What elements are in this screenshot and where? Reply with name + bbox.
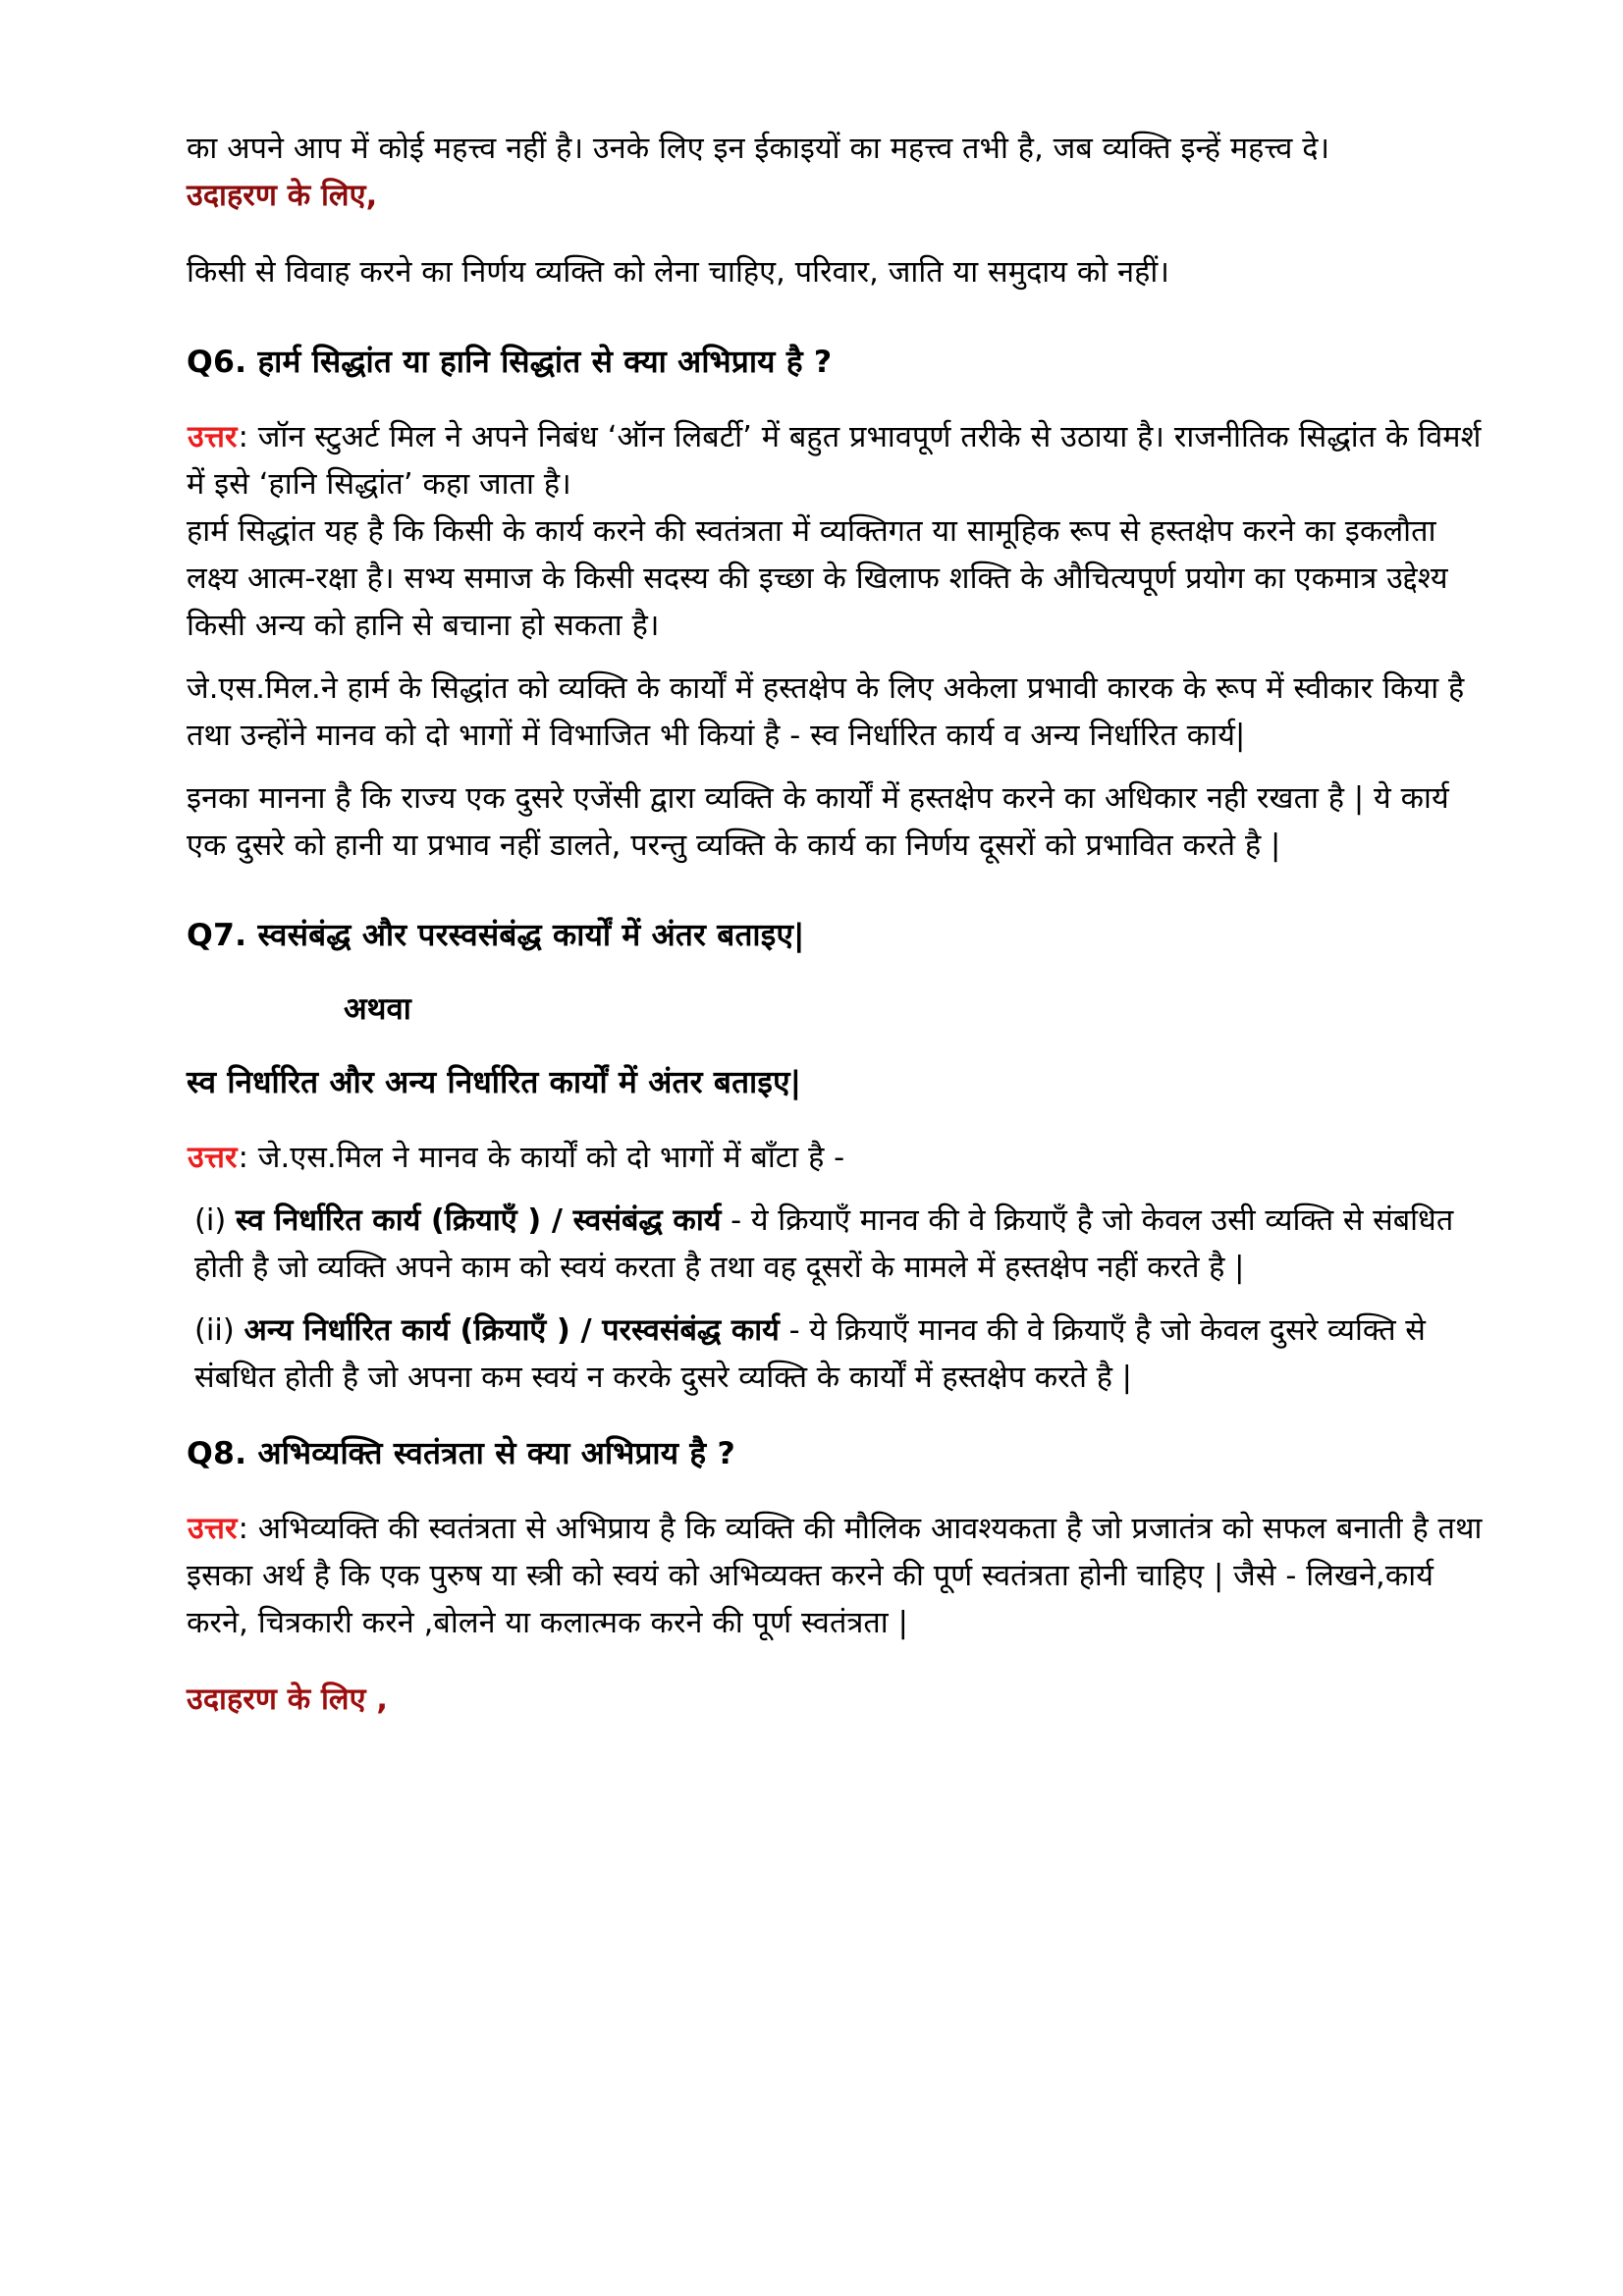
question-heading-q6 [187, 340, 1492, 385]
continued-paragraph: का अपने आप में कोई महत्त्व नहीं है। उनके लिए इन ईकाइयों का महत्त्व तभी है, जब व्यक्ति इन्हें महत्त्व दे। [187, 132, 1330, 166]
answer-label-q7: उत्तर [188, 1141, 238, 1175]
list-item [187, 1198, 1492, 1292]
alternative-question-q7: स्व निर्धारित और अन्य निर्धारित कार्यों में अंतर बताइए| [187, 1065, 802, 1100]
answer-q8-intro [187, 1506, 1492, 1647]
list-item-text-ii: - ये क्रियाएँ मानव की वे क्रियाएँ है जो केवल दुसरे व्यक्ति से संबधित होती है जो अपना कम स्वयं न करके दुसरे व्यक्ति के कार्यों में हस्तक्षेप करते है | [194, 1313, 1426, 1395]
question-number-q6: Q6. [187, 345, 247, 380]
alternative-word-q7: अथवा [344, 991, 411, 1027]
document-body [187, 126, 1492, 1724]
spacer [187, 1105, 1492, 1135]
example-text-top: किसी से विवाह करने का निर्णय व्यक्ति को लेना चाहिए, परिवार, जाति या समुदाय को नहीं। [187, 255, 1169, 290]
answer-q6-first-line: जॉन स्टुअर्ट मिल ने अपने निबंध ‘ऑन लिबर्टी’ में बहुत प्रभावपूर्ण तरीके से उठाया है। राजनीतिक सिद्धांत के विमर्श में इसे ‘हानि सिद्धांत’ कहा जाता है। [187, 420, 1482, 502]
list-marker-ii: (ii) [194, 1313, 235, 1348]
spacer [187, 650, 1492, 666]
spacer [187, 870, 1492, 913]
example-label-top: उदाहरण के लिए, [187, 179, 378, 213]
question-number-q8: Q8. [187, 1436, 247, 1471]
spacer [187, 296, 1492, 340]
spacer [187, 1647, 1492, 1677]
answer-q7-first-line: जे.एस.मिल ने मानव के कार्यों को दो भागों में बाँटा है - [257, 1141, 845, 1175]
list-item-title-i: स्व निर्धारित कार्य (क्रियाएँ ) / स्वसंबंद्ध कार्य [235, 1203, 722, 1238]
answer-q6-paragraph-2: जे.एस.मिल.ने हार्म के सिद्धांत को व्यक्ति के कार्यों में हस्तक्षेप के लिए अकेला प्रभावी कारक के रूप में स्वीकार किया है तथा उन्होंने मानव को दो भागों में विभाजित भी कियां है - स्व निर्धारित कार्य व अन्य निर्धारित कार्य| [187, 671, 1465, 753]
spacer [187, 1031, 1492, 1060]
list-marker-i: (i) [194, 1203, 227, 1238]
spacer [187, 760, 1492, 775]
question-heading-q8 [187, 1431, 1492, 1476]
spacer [187, 385, 1492, 414]
spacer [187, 958, 1492, 988]
answer-q6-intro [187, 414, 1492, 508]
spacer [187, 1402, 1492, 1431]
answer-q7-intro [187, 1135, 1492, 1182]
answer-label-q8: उत्तर [188, 1512, 238, 1546]
list-item-text-i: - ये क्रियाएँ मानव की वे क्रियाएँ है जो केवल उसी व्यक्ति से संबधित होती है जो व्यक्ति अपने काम को स्वयं करता है तथा वह दूसरों के मामले में हस्तक्षेप नहीं करते है | [194, 1203, 1454, 1285]
question-title-q7: स्वसंबंद्ध और परस्वसंबंद्ध कार्यों में अंतर बताइए| [257, 918, 805, 953]
question-title-q8: अभिव्यक्ति स्वतंत्रता से क्या अभिप्राय है ? [257, 1436, 735, 1471]
example-label-bottom: उदाहरण के लिए , [187, 1682, 389, 1717]
question-title-q6: हार्म सिद्धांत या हानि सिद्धांत से क्या अभिप्राय है ? [257, 345, 833, 380]
question-heading-q7 [187, 913, 1492, 958]
list-item [187, 1308, 1492, 1402]
answer-q6-paragraph-1: हार्म सिद्धांत यह है कि किसी के कार्य करने की स्वतंत्रता में व्यक्तिगत या सामूहिक रूप से हस्तक्षेप करने का इकलौता लक्ष्य आत्म-रक्षा है। सभ्य समाज के किसी सदस्य की इच्छा के खिलाफ शक्ति के औचित्यपूर्ण प्रयोग का एकमात्र उद्देश्य किसी अन्य को हानि से बचाना हो सकता है। [187, 514, 1448, 643]
answer-separator-q6: : [238, 420, 248, 454]
list-item-title-ii: अन्य निर्धारित कार्य (क्रियाएँ ) / परस्वसंबंद्ध कार्य [243, 1313, 780, 1348]
spacer [187, 220, 1492, 249]
answer-separator-q8: : [238, 1512, 248, 1546]
answer-label-q6: उत्तर [188, 420, 238, 454]
question-number-q7: Q7. [187, 918, 247, 953]
spacer [187, 1182, 1492, 1198]
answer-separator-q7: : [238, 1141, 248, 1175]
answer-q6-paragraph-3: इनका मानना है कि राज्य एक दुसरे एजेंसी द्वारा व्यक्ति के कार्यों में हस्तक्षेप करने का अधिकार नही रखता है | ये कार्य एक दुसरे को हानी या प्रभाव नहीं डालते, परन्तु व्यक्ति के कार्य का निर्णय दूसरों को प्रभावित करते है | [187, 781, 1449, 863]
answer-q8-first-line: अभिव्यक्ति की स्वतंत्रता से अभिप्राय है कि व्यक्ति की मौलिक आवश्यकता है जो प्रजातंत्र को सफल बनाती है तथा इसका अर्थ है कि एक पुरुष या स्त्री को स्वयं को अभिव्यक्त करने की पूर्ण स्वतंत्रता होनी चाहिए | जैसे - लिखने,कार्य करने, चित्रकारी करने ,बोलने या कलात्मक करने की पूर्ण स्वतंत्रता | [187, 1512, 1483, 1640]
spacer [187, 1292, 1492, 1308]
spacer [187, 1476, 1492, 1506]
